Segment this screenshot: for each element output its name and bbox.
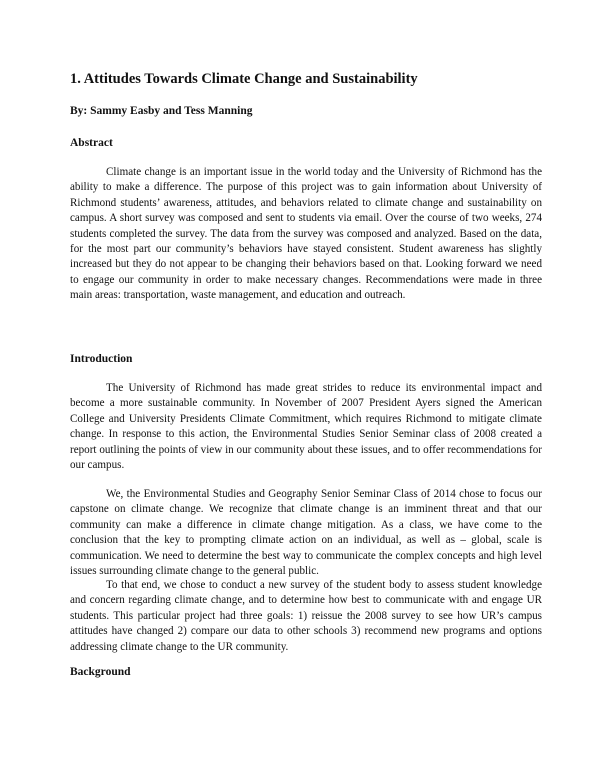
introduction-paragraph-3: To that end, we chose to conduct a new survey of the student body to assess student knowledge and concern regarding climate change, and to determine how best to communicate with and engage UR students. This particular project had three goals: 1) reissue the 2008 survey to see how UR’s campus attitudes have changed 2) compare our data to other schools 3) recommend new programs and options addressing climate change to the UR community. [70,579,542,653]
introduction-paragraph-2: We, the Environmental Studies and Geography Senior Seminar Class of 2014 chose to focus our capstone on climate change. We recognize that climate change is an imminent threat and that our community can make a difference in climate change mitigation. As a class, we have come to the conclusion that the key to prompting climate action on an individual, as well as – global, scale is communication. We need to determine the best way to communicate the complex concepts and high level issues surrounding climate change to the general public. [70,488,542,578]
author-line: By: Sammy Easby and Tess Manning [70,105,253,117]
introduction-heading: Introduction [70,353,133,365]
abstract-heading: Abstract [70,137,113,149]
abstract-paragraph: Climate change is an important issue in the world today and the University of Richmond has the ability to make a difference. The purpose of this project was to gain information about University of Richmond students’ awareness, attitudes, and behaviors related to climate change and sustainability on campus. A short survey was composed and sent to students via email. Over the course of two weeks, 274 students completed the survey. The data from the survey was composed and analyzed. Based on the data, for the most part our community’s behaviors have stayed consistent. Student awareness has slightly increased but they do not appear to be changing their behaviors based on that. Looking forward we need to engage our community in order to make necessary changes. Recommendations were made in three main areas: transportation, waste management, and education and outreach. [70,166,542,302]
introduction-paragraph-1: The University of Richmond has made great strides to reduce its environmental impact and become a more sustainable community. In November of 2007 President Ayers signed the American College and University Presidents Climate Commitment, which requires Richmond to mitigate climate change. In response to this action, the Environmental Studies Senior Seminar class of 2008 created a report outlining the points of view in our community about these issues, and to offer recommendations for our campus. [70,382,542,472]
paper-title: 1. Attitudes Towards Climate Change and Sustainability [70,71,418,87]
background-heading: Background [70,666,131,678]
